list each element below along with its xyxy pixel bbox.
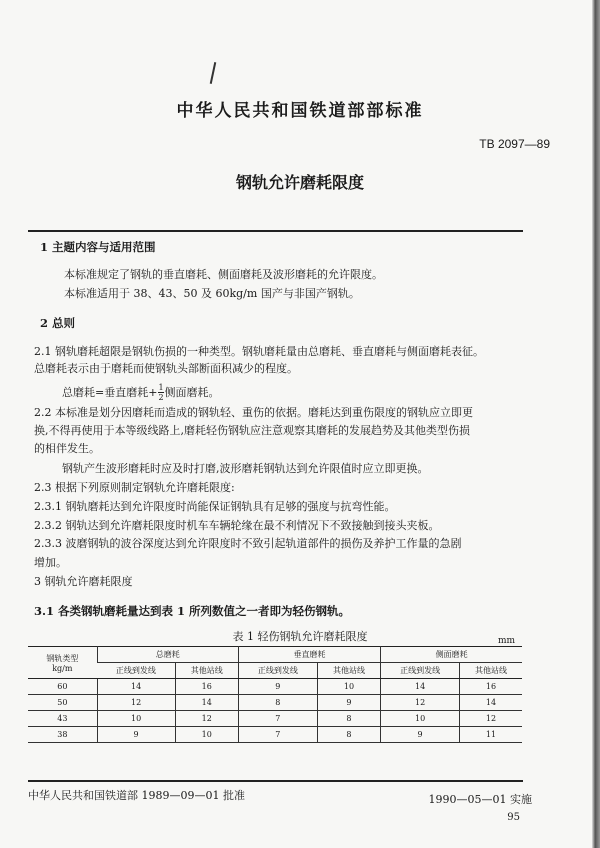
sub-header: 其他站线 <box>460 663 523 679</box>
fraction <box>158 383 163 402</box>
table-row <box>28 679 522 695</box>
footer-rule <box>28 780 523 782</box>
table-cell: 12 <box>175 711 238 727</box>
table-cell: 60 <box>28 679 97 695</box>
table-cell: 9 <box>97 727 175 743</box>
rail-type-header: 钢轨类型 kg/m <box>28 647 97 679</box>
table-cell: 10 <box>381 711 460 727</box>
paragraph: 钢轨产生波形磨耗时应及时打磨,波形磨耗钢轨达到允许限值时应立即更换。 <box>62 462 429 475</box>
paragraph: 本标准适用于 38、43、50 及 60kg/m 国产与非国产钢轨。 <box>64 287 360 300</box>
table-cell: 9 <box>238 679 317 695</box>
formula <box>62 383 220 402</box>
table-cell: 12 <box>97 695 175 711</box>
sub-header: 其他站线 <box>317 663 380 679</box>
section-3-heading: 3.1 各类钢轨磨耗量达到表 1 所列数值之一者即为轻伤钢轨。 <box>34 604 351 618</box>
sub-header: 正线到发线 <box>97 663 175 679</box>
table-row <box>28 727 522 743</box>
sub-header: 正线到发线 <box>238 663 317 679</box>
paragraph: 2.3 根据下列原则制定钢轨允许磨耗限度: <box>34 481 235 494</box>
scan-edge <box>592 0 600 848</box>
table-cell: 16 <box>175 679 238 695</box>
pen-mark <box>210 62 217 84</box>
paragraph: 2.3.3 波磨钢轨的波谷深度达到允许限度时不致引起轨道部件的损伤及养护工作量的急剧 <box>34 537 462 550</box>
table-cell: 9 <box>317 695 380 711</box>
table-cell: 14 <box>97 679 175 695</box>
paragraph: 3 钢轨允许磨耗限度 <box>34 575 133 588</box>
standard-code: TB 2097—89 <box>479 137 550 151</box>
table-row <box>28 711 522 727</box>
table-unit: mm <box>498 636 516 646</box>
table-cell: 9 <box>381 727 460 743</box>
header-rule <box>28 230 523 232</box>
formula-right: 侧面磨耗。 <box>164 385 220 399</box>
table-cell: 38 <box>28 727 97 743</box>
paragraph: 2.3.1 钢轨磨耗达到允许限度时尚能保证钢轨具有足够的强度与抗弯性能。 <box>34 500 396 513</box>
section-2-heading: 2 总则 <box>40 316 76 330</box>
table-row <box>28 695 522 711</box>
table-cell: 10 <box>175 727 238 743</box>
table-cell: 8 <box>317 711 380 727</box>
table-cell: 14 <box>175 695 238 711</box>
paragraph: 换,不得再使用于本等级线路上,磨耗轻伤钢轨应注意观察其磨耗的发展趋势及其他类型伤损 <box>34 424 470 437</box>
formula-left: 总磨耗=垂直磨耗+ <box>62 385 158 399</box>
group-header: 总磨耗 <box>97 647 238 663</box>
document-title: 钢轨允许磨耗限度 <box>235 173 364 192</box>
approval-date: 中华人民共和国铁道部 1989—09—01 批准 <box>28 789 245 802</box>
paragraph: 2.1 钢轨磨耗超限是钢轨伤损的一种类型。钢轨磨耗量由总磨耗、垂直磨耗与侧面磨耗表征。 <box>34 345 484 358</box>
table-cell: 16 <box>460 679 523 695</box>
table-cell: 14 <box>460 695 523 711</box>
table-cell: 12 <box>460 711 523 727</box>
page-number: 95 <box>507 812 520 823</box>
wear-limits-table <box>28 646 522 743</box>
paragraph: 增加。 <box>34 556 67 569</box>
table-cell: 8 <box>238 695 317 711</box>
table-cell: 7 <box>238 727 317 743</box>
paragraph: 本标准规定了钢轨的垂直磨耗、侧面磨耗及波形磨耗的允许限度。 <box>64 268 383 281</box>
table-cell: 10 <box>317 679 380 695</box>
effective-date: 1990—05—01 实施 <box>428 793 532 806</box>
table-cell: 7 <box>238 711 317 727</box>
numerator: 1 <box>158 383 164 392</box>
table-caption: 表 1 轻伤钢轨允许磨耗限度 <box>232 630 368 643</box>
denominator: 2 <box>158 393 164 402</box>
table-cell: 14 <box>381 679 460 695</box>
group-header: 侧面磨耗 <box>381 647 522 663</box>
table-cell: 11 <box>460 727 523 743</box>
table-cell: 12 <box>381 695 460 711</box>
paragraph: 总磨耗表示由于磨耗而使钢轨头部断面积减少的程度。 <box>34 362 298 375</box>
paragraph: 的相伴发生。 <box>34 442 100 455</box>
table-cell: 8 <box>317 727 380 743</box>
sub-header: 正线到发线 <box>381 663 460 679</box>
paragraph: 2.3.2 钢轨达到允许磨耗限度时机车车辆轮缘在最不利情况下不致接触到接头夹板。 <box>34 519 440 532</box>
table-cell: 43 <box>28 711 97 727</box>
section-1-heading: 1 主题内容与适用范围 <box>40 240 156 254</box>
issuing-authority: 中华人民共和国铁道部部标准 <box>176 101 424 121</box>
group-header: 垂直磨耗 <box>238 647 380 663</box>
sub-header: 其他站线 <box>175 663 238 679</box>
table-cell: 10 <box>97 711 175 727</box>
paragraph: 2.2 本标准是划分因磨耗而造成的钢轨轻、重伤的依据。磨耗达到重伤限度的钢轨应立即更 <box>34 406 473 419</box>
table-cell: 50 <box>28 695 97 711</box>
